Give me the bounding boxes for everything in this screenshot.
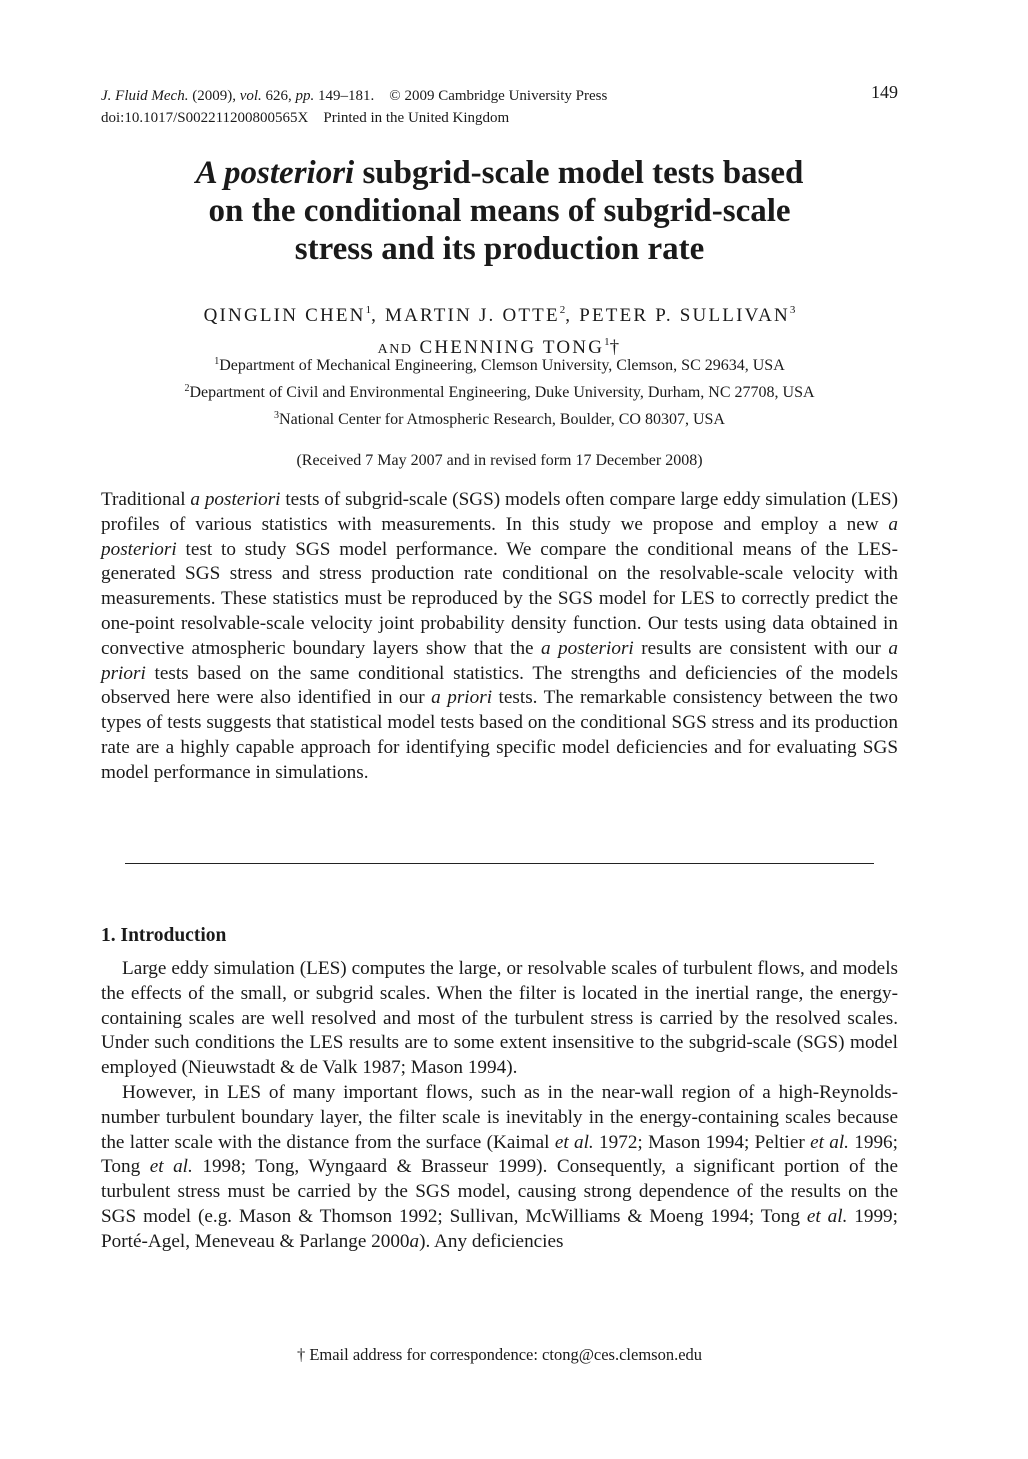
author-otte: , MARTIN J. OTTE [371,305,560,326]
intro-paragraph-1: Large eddy simulation (LES) computes the large, or resolvable scales of turbulent flows, and models the effects of the small, or subgrid scales. When the filter is located in the inertial range, the energy-containing scales are well resolved and most of the turbulent stress is carried by the resolved scales. Under such conditions the LES results are to some extent insensitive to the subgrid-scale (SGS) model employed (Nieuwstadt & de Valk 1987; Mason 1994). [101,958,898,1079]
doi: doi:10.1017/S002211200800565X [101,110,309,126]
year: (2009), [192,88,236,104]
title-line1: subgrid-scale model tests based [354,155,804,191]
doi-line [101,107,901,129]
printed-note: Printed in the United Kingdom [323,110,510,126]
abstract-text: tests of subgrid-scale (SGS) models often compare large eddy simulation (LES) profiles of various statistics with measurements. In this study we propose and employ a new [101,489,898,535]
abstract-text: tests. The remarkable consistency between the two types of tests suggests that statistical model tests based on the conditional SGS stress and its production rate are a highly capable approach for identifying specific model deficiencies and for evaluating SGS model performance in simulations. [101,687,898,783]
affiliation-3-sup: 3 [274,410,280,421]
author-and: AND [377,342,413,357]
citation-italic: et al. [149,1156,193,1178]
affiliation-1-sup: 1 [214,356,220,367]
intro-paragraph-2 [101,1081,898,1255]
title-line3: stress and its production rate [294,231,705,267]
correspondence-footnote: † Email address for correspondence: ctong@ces.clemson.edu [296,1345,703,1364]
page-number: 149 [871,82,898,102]
abstract-text: test to study SGS model performance. We compare the conditional means of the LES-generated SGS stress and stress production rate conditional on the resolvable-scale velocity with measurements. These statistics must be reproduced by the SGS model for LES to correctly predict the one-point resolvable-scale velocity joint probability density function. Our tests using data obtained in convective atmospheric boundary layers show that the [101,538,898,659]
affiliation-3-text: National Center for Atmospheric Research, Boulder, CO 80307, USA [279,411,725,428]
received-dates: (Received 7 May 2007 and in revised form 17 December 2008) [296,452,703,469]
introduction-body [101,957,898,1255]
volume: 626, [265,88,292,104]
paragraph-text: ). Any deficiencies [419,1230,564,1252]
affiliation-2 [101,383,898,402]
paragraph-text: 1972; Mason 1994; Peltier [593,1131,811,1153]
citation-italic: et al. [554,1131,594,1153]
author-chen: QINGLIN CHEN [203,305,366,326]
paper-title [101,154,898,268]
author-sullivan: , PETER P. SULLIVAN [565,305,790,326]
abstract-text: Traditional [101,489,191,510]
author-tong: CHENNING TONG [412,337,605,358]
copyright: © 2009 Cambridge University Press [389,88,608,104]
citation-italic: et al. [806,1205,848,1227]
pages: 149–181. [318,88,375,104]
citation-italic: a [409,1230,420,1252]
abstract-text: tests based on the same conditional statistics. The strengths and deficiencies of the models observed here were also identified in our [101,662,898,709]
affiliation-1 [101,356,898,375]
author-list [101,297,898,363]
affiliation-2-text: Department of Civil and Environmental Engineering, Duke University, Durham, NC 27708, USA [189,384,815,401]
section-heading: 1. Introduction [101,925,227,946]
affiliation-2-sup: 2 [184,383,190,394]
affiliation-1-text: Department of Mechanical Engineering, Clemson University, Clemson, SC 29634, USA [219,357,785,374]
abstract-italic: a priori [431,687,493,709]
citation-line [101,85,901,107]
author-sullivan-sup: 3 [789,304,796,316]
abstract-italic: a posteriori [190,489,281,510]
author-tong-sup: 1 [604,336,610,348]
abstract-italic: a priori [101,637,898,684]
journal-name: J. Fluid Mech. [101,88,189,104]
abstract-divider [125,863,874,864]
author-chen-sup: 1 [365,304,372,316]
citation-italic: et al. [810,1131,849,1153]
title-italic: A posteriori [195,155,355,191]
paragraph-text: 1998; Tong, Wyngaard & Brasseur 1999). Consequently, a significant portion of the turbulent stress must be carried by the SGS model, causing strong dependence of the results on the SGS model (e.g. Mason & Thomson 1992; Sullivan, McWilliams & Moeng 1994; Tong [101,1156,898,1227]
abstract-text: results are consistent with our [633,637,889,659]
abstract [101,488,898,786]
paragraph-text: 1996; Tong [101,1131,898,1178]
affiliation-3 [101,410,898,429]
paragraph-text: 1999; Porté-Agel, Meneveau & Parlange 2000 [101,1205,898,1252]
title-line2: on the conditional means of subgrid-scale [208,193,791,229]
dagger-mark: † [609,337,622,358]
pp-label: pp. [295,88,315,104]
author-otte-sup: 2 [559,304,566,316]
vol-label: vol. [239,88,262,104]
abstract-italic: a posteriori [101,513,898,560]
abstract-italic: a posteriori [541,637,634,659]
paragraph-text: However, in LES of many important flows, such as in the near-wall region of a high-Reynolds-number turbulent boundary layer, the filter scale is inevitably in the energy-containing scales because the latter scale with the distance from the surface (Kaimal [101,1081,898,1153]
running-header [101,85,901,129]
